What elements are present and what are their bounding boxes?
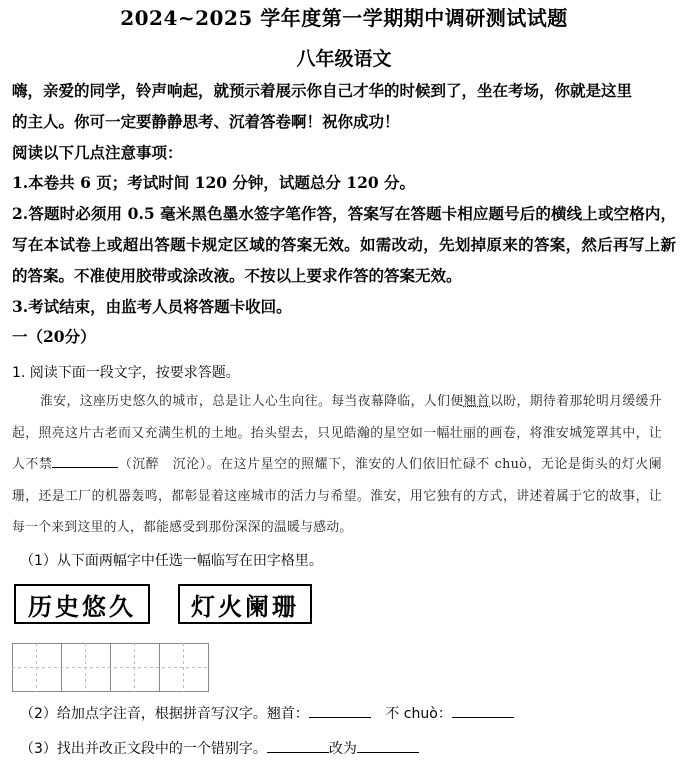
sub-question-2-label-b: 不 chuò： xyxy=(385,706,452,722)
passage-part-c: （沉醉 沉沦）。在这片星空的照耀下，淮安的人们依旧忙碌不 chuò，无论是街头的灯火阑珊，还是工厂的机器轰鸣，都彰显着这座城市的活力与希望。淮安，用它独有的方式，讲述着属于它的故事，让每一个来到这里的人，都能感受到那份深深的温暖与感动。 xyxy=(12,457,662,536)
calligraphy-sample-1: 历史悠久 xyxy=(14,584,150,624)
rule-3: 3.考试结束，由监考人员将答题卡收回。 xyxy=(12,296,292,316)
sub-question-2-label-a: （2）给加点字注音，根据拼音写汉字。翘首： xyxy=(20,706,309,722)
answer-blank-correct-char[interactable] xyxy=(357,752,419,753)
fill-blank-word[interactable] xyxy=(52,467,118,468)
rule-2: 2.答题时必须用 0.5 毫米黑色墨水签字笔作答，答案写在答题卡相应题号后的横线上或空格内，写在本试卷上或超出答题卡规定区域的答案无效。如需改动，先划掉原来的答案，然后再写上新的答案。不准使用胶带或涂改液。不按以上要求作答的答案无效。 xyxy=(12,204,676,285)
answer-blank-hanzi[interactable] xyxy=(452,717,514,718)
sub-question-2 xyxy=(20,703,514,723)
section-label: 一（20分） xyxy=(12,327,96,347)
greeting-line-2: 的主人。你可一定要静静思考、沉着答卷啊！祝你成功！ xyxy=(12,111,400,131)
intro-block xyxy=(12,76,676,353)
answer-blank-pinyin[interactable] xyxy=(309,717,371,718)
dotted-word: 翘首 xyxy=(463,394,491,409)
greeting-line-1: 嗨，亲爱的同学，铃声响起，就预示着展示你自己才华的时候到了，坐在考场，你就是这里 xyxy=(12,81,633,100)
sub-question-1: （1）从下面两幅字中任选一幅临写在田字格里。 xyxy=(20,553,323,569)
answer-blank-wrong-char[interactable] xyxy=(267,752,329,753)
passage-part-a: 淮安，这座历史悠久的城市，总是让人心生向往。每当夜幕降临，人们便 xyxy=(40,394,464,409)
exam-subtitle: 八年级语文 xyxy=(296,48,392,70)
exam-title: 2024~2025 学年度第一学期期中调研测试试题 xyxy=(120,6,568,30)
tianzige-grid[interactable] xyxy=(12,643,210,693)
question-1-prompt: 1. 阅读下面一段文字，按要求答题。 xyxy=(12,365,240,381)
notice-title: 阅读以下几点注意事项： xyxy=(12,142,183,162)
sub-question-3-label-b: 改为 xyxy=(328,741,357,757)
sub-question-3 xyxy=(20,738,419,758)
passage-part-b: 以盼，期待着那轮明月缓缓升起，照亮这片古老而又充满生机的土地。抬头望去，只见皓瀚的星空如一幅壮丽的画卷，将淮安城笼罩其中，让人不禁 xyxy=(12,394,662,473)
rule-1: 1.本卷共 6 页；考试时间 120 分钟，试题总分 120 分。 xyxy=(12,173,416,193)
reading-passage xyxy=(12,386,662,544)
sub-question-3-label-a: （3）找出并改正文段中的一个错别字。 xyxy=(20,741,267,757)
calligraphy-sample-2: 灯火阑珊 xyxy=(178,584,312,624)
